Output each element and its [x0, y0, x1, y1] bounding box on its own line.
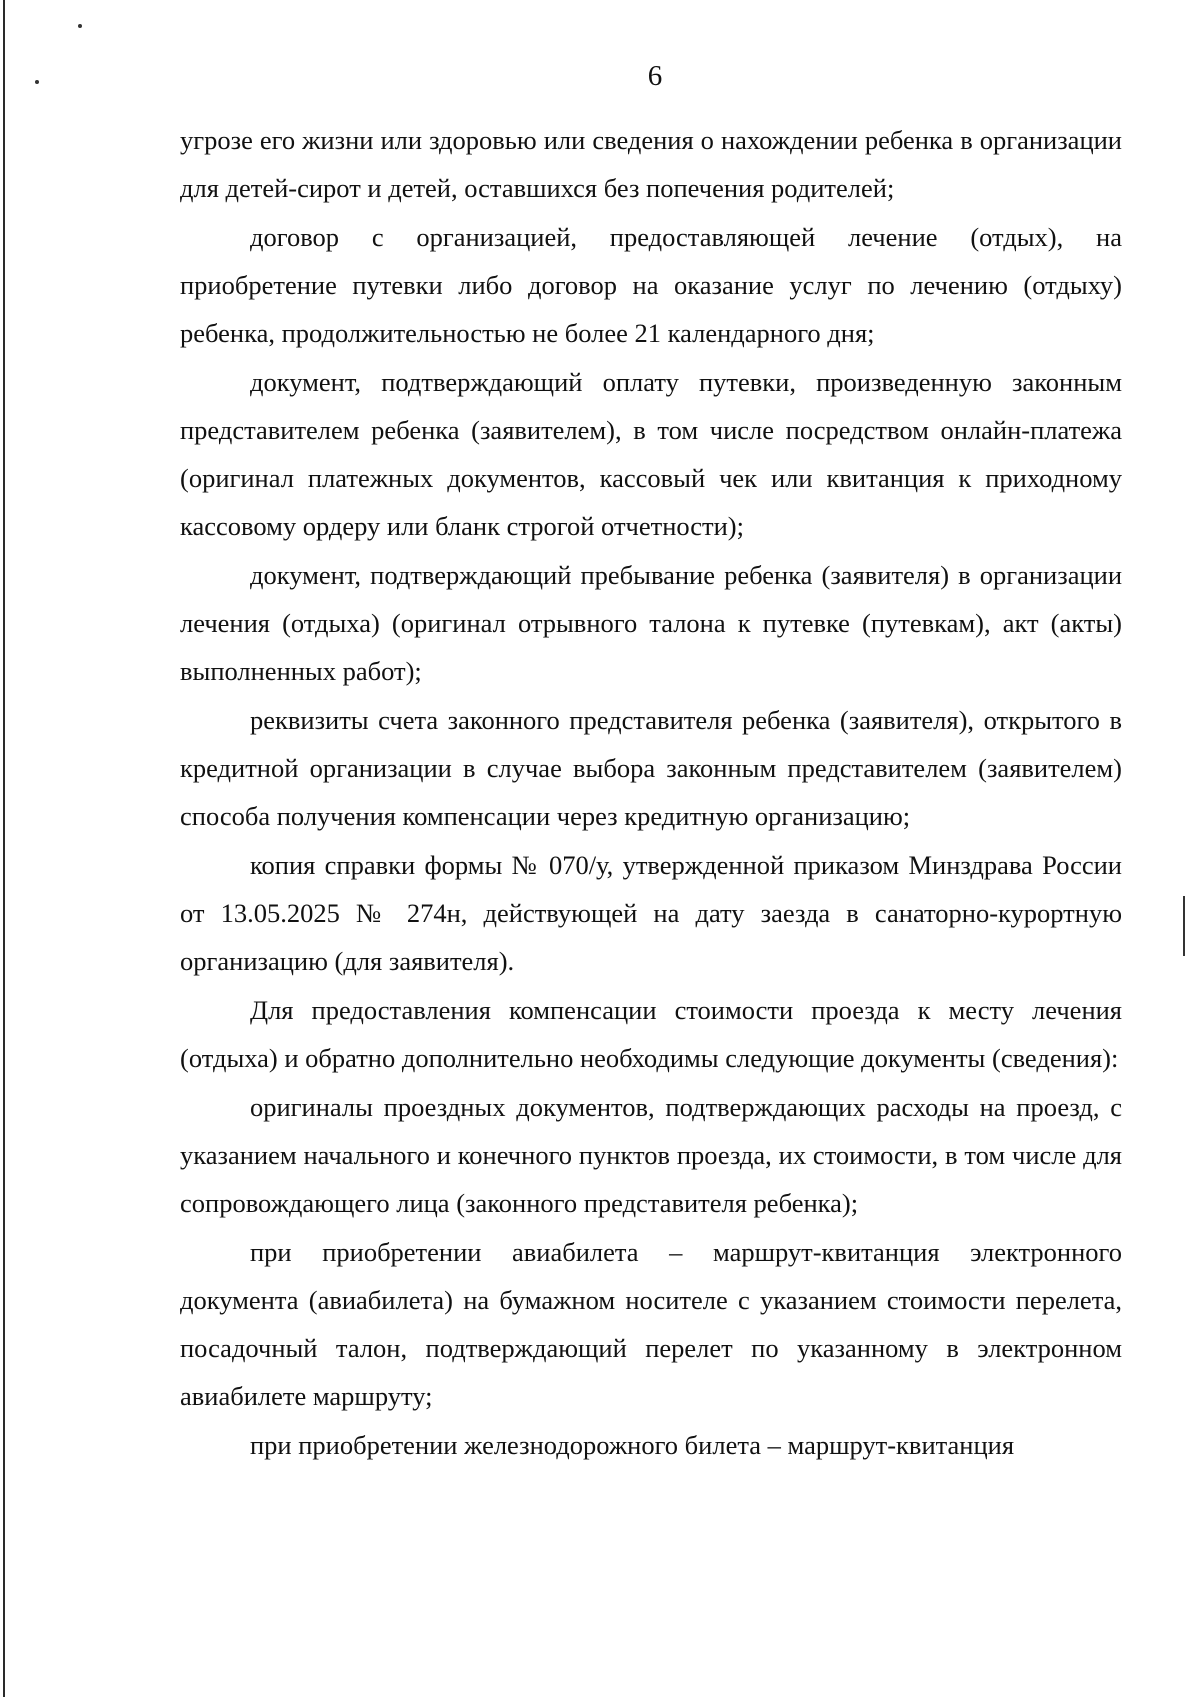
paragraph: реквизиты счета законного представителя ребенка (заявителя), открытого в кредитной организации в случае выбора законным представителем (заявителем) способа получения компенсации через кредитную организацию;: [180, 705, 1122, 831]
paragraph: копия справки формы № 070/у, утвержденной приказом Минздрава России от 13.05.2025 № 274н, действующей на дату заезда в санаторно-курортную организацию (для заявителя).: [180, 850, 1122, 976]
paragraph: угрозе его жизни или здоровью или сведения о нахождении ребенка в организации для детей-сирот и детей, оставшихся без попечения родителей;: [180, 125, 1122, 203]
page-number: 6: [647, 60, 663, 92]
paragraph: документ, подтверждающий оплату путевки, произведенную законным представителем ребенка (заявителем), в том числе посредством онлайн-платежа (оригинал платежных документов, кассовый чек или квитанция к приходному кассовому ордеру или бланк строгой отчетности);: [180, 367, 1122, 541]
paragraph: при приобретении авиабилета – маршрут-квитанция электронного документа (авиабилета) на бумажном носителе с указанием стоимости перелета, посадочный талон, подтверждающий перелет по указанному в электронном авиабилете маршруту;: [180, 1237, 1122, 1411]
paragraph: оригиналы проездных документов, подтверждающих расходы на проезд, с указанием начального и конечного пунктов проезда, их стоимости, в том числе для сопровождающего лица (законного представителя ребенка);: [180, 1092, 1122, 1218]
paragraph: Для предоставления компенсации стоимости проезда к месту лечения (отдыха) и обратно дополнительно необходимы следующие документы (сведения):: [180, 995, 1122, 1073]
paragraph: договор с организацией, предоставляющей лечение (отдых), на приобретение путевки либо договор на оказание услуг по лечению (отдыху) ребенка, продолжительностью не более 21 календарного дня;: [180, 222, 1122, 348]
scan-speck: [78, 24, 82, 28]
scan-left-edge: [3, 0, 5, 1697]
document-body: [180, 116, 1122, 1470]
paragraph: при приобретении железнодорожного билета – маршрут-квитанция: [250, 1430, 1015, 1460]
paragraph: документ, подтверждающий пребывание ребенка (заявителя) в организации лечения (отдыха) (оригинал отрывного талона к путевке (путевкам), акт (акты) выполненных работ);: [180, 560, 1122, 686]
scan-speck: [1183, 896, 1185, 956]
